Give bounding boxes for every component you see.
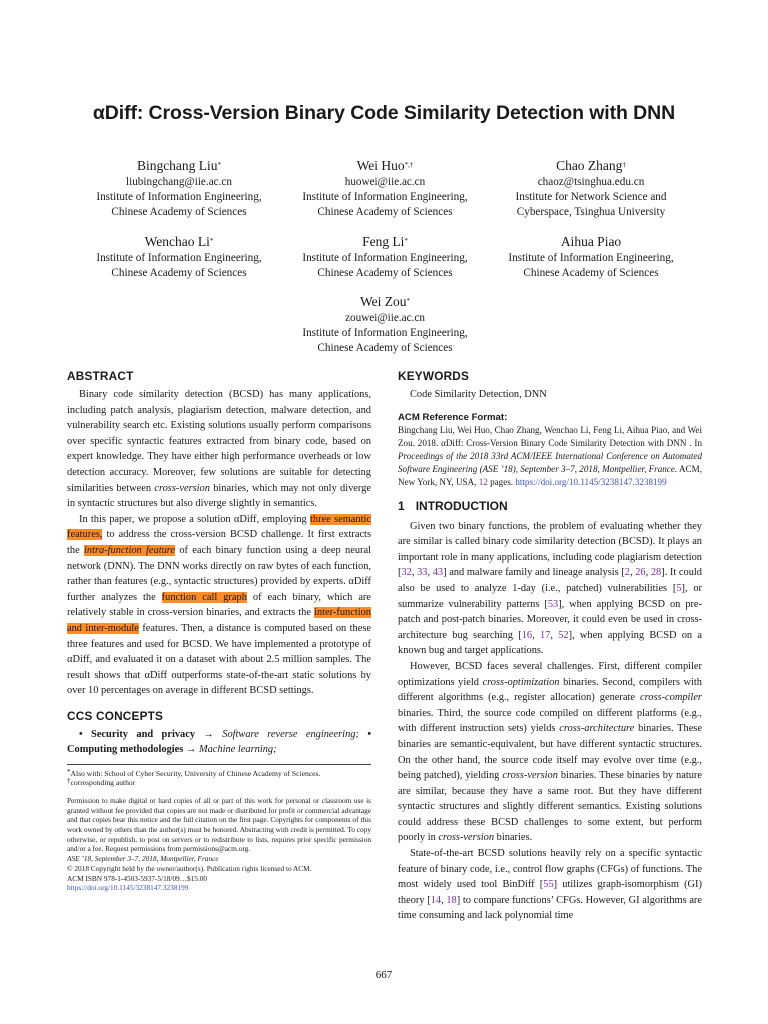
citation[interactable]: 17	[539, 629, 551, 641]
doi-link[interactable]: https://doi.org/10.1145/3238147.3238199	[67, 883, 189, 893]
author-block	[74, 233, 284, 281]
author-affiliation: Institute of Information Engineering,	[302, 191, 468, 203]
author-name: Aihua Piao	[560, 234, 622, 249]
permission-notice: Permission to make digital or hard copies of all or part of this work for personal or classroom use is granted without fee provided that copies are not made or distributed for profit or commercial advantage and that copies bear this notice and the full citation on the first page. Copyrights for components of this work owned by others than the author(s) must be honored. Abstracting with credit is permitted. To copy otherwise, or republish, to post on servers or to redistribute to lists, requires prior specific permission and/or a fee. Request permissions from permissions@acm.org.	[67, 795, 371, 854]
conference-line: ASE ’18, September 3–7, 2018, Montpellier, France	[67, 854, 219, 864]
author-name: Chao Zhang	[556, 158, 623, 173]
citation[interactable]: 28	[650, 567, 662, 579]
author-affiliation: Chinese Academy of Sciences	[317, 206, 453, 218]
abstract-paragraph: Binary code similarity detection (BCSD) has many applications, including patch analysis, plagiarism detection, malware detection, and vulnerability search etc. Existing solutions usually perform comparisons over specific syntactic features extracted from binary code, based on expert knowledge. They have either high performance overheads or low detection accuracy. Moreover, few solutions are suitable for detecting similarities between cross-version binaries, which may not only diverge in syntactic structures but also diverge slightly in semantics.	[67, 389, 371, 510]
author-email: chaoz@tsinghua.edu.cn	[537, 176, 645, 188]
author-affiliation: Institute of Information Engineering,	[508, 252, 674, 264]
section-heading: 1 INTRODUCTION	[398, 498, 508, 513]
author-affiliation: Chinese Academy of Sciences	[317, 267, 453, 279]
author-affiliation: Institute of Information Engineering,	[96, 252, 262, 264]
citation[interactable]: 55	[543, 879, 554, 891]
intro-paragraph: However, BCSD faces several challenges. First, different compiler optimizations yield cross-optimization binaries. Second, compilers with different algorithms (e.g., register allocation) generate cross-compiler binaries. Third, the source code compiled on different platforms (e.g., with different instruction sets) yields cross-architecture binaries. These binaries are semantic-equivalent, but have different syntactic structures. On the other hand, the source code itself may evolve over time (e.g., being patched), yielding cross-version binaries. These binaries by nature are similar, because they have a same root. But they have different syntactic structures and slightly different semantics. Existing solutions could address these BCSD challenges to some extent, but perform poorly in cross-version binaries.	[398, 660, 702, 844]
author-name: Feng Li	[362, 234, 405, 249]
left-column	[67, 369, 371, 893]
intro-paragraph: State-of-the-art BCSD solutions heavily rely on a specific syntactic feature of binary code, i.e., control flow graphs (CFGs) of functions. The most widely used tool BinDiff [55] utilizes graph-isomorphism (GI) theory [14, 18] to compare functions’ CFGs. However, GI algorithms are time consuming and lack polynomial time	[398, 848, 702, 922]
author-affiliation: Chinese Academy of Sciences	[523, 267, 659, 279]
author-block	[486, 233, 696, 281]
footnote: *Also with: School of Cyber Security, University of Chinese Academy of Sciences.	[67, 768, 321, 779]
author-mark: †	[622, 161, 626, 169]
intro-paragraph: Given two binary functions, the problem of evaluating whether they are similar is called binary code similarity detection (BCSD). It plays an important role in many applications, including code plagiarism detection [32, 33, 43] and malware family and lineage analysis [2, 26, 28]. It could also be used to analyze 1-day (i.e., patched) vulnerabilities [5], or summarize vulnerability patterns [53], when applying BCSD on pre-patch and post-patch binaries. Moreover, it could even be used in cross-architecture bug searching [16, 17, 52], when applying BCSD on a known bug and target applications.	[398, 520, 703, 657]
paper-title: αDiff: Cross-Version Binary Code Similarity Detection with DNN	[92, 102, 676, 124]
author-name: Wei Huo	[356, 158, 405, 173]
ccs-concepts: • Security and privacy → Software reverse engineering; • Computing methodologies → Machine learning;	[67, 728, 371, 756]
doi-link[interactable]: https://doi.org/10.1145/3238147.3238199	[515, 476, 667, 487]
citation[interactable]: 5	[676, 582, 682, 594]
author-mark: *	[404, 237, 408, 245]
author-block	[280, 293, 490, 356]
author-affiliation: Cyberspace, Tsinghua University	[516, 206, 666, 218]
footnote-divider	[67, 764, 371, 765]
ccs-heading: CCS CONCEPTS	[67, 708, 164, 723]
highlight: three semantic features,	[67, 513, 371, 541]
author-affiliation: Chinese Academy of Sciences	[111, 206, 247, 218]
keywords-heading: KEYWORDS	[398, 369, 470, 383]
author-email: huowei@iie.ac.cn	[344, 176, 426, 188]
citation[interactable]: 14	[430, 894, 442, 906]
highlight: intra-function feature	[84, 544, 176, 556]
author-mark: *	[217, 161, 222, 169]
citation[interactable]: 32	[401, 567, 412, 579]
citation[interactable]: 16	[521, 629, 533, 641]
citation[interactable]: 53	[547, 598, 559, 610]
author-block	[74, 157, 284, 220]
author-name: Wenchao Li	[144, 234, 210, 249]
copyright-line: © 2018 Copyright held by the owner/author(s). Publication rights licensed to ACM.	[67, 863, 312, 873]
author-mark: *	[406, 297, 411, 305]
author-mark: *,†	[404, 161, 414, 169]
highlight: inter-function and inter-module	[67, 607, 371, 634]
abstract-heading: ABSTRACT	[67, 369, 134, 383]
citation[interactable]: 26	[635, 567, 646, 579]
citation[interactable]: 2	[624, 567, 630, 579]
highlight: function call graph	[161, 591, 247, 603]
acm-reference-heading: ACM Reference Format:	[398, 411, 508, 423]
author-email: zouwei@iie.ac.cn	[345, 312, 425, 324]
page-number: 667	[375, 969, 393, 981]
author-affiliation: Institute for Network Science and	[515, 191, 667, 203]
author-affiliation: Institute of Information Engineering,	[96, 191, 262, 203]
author-name: Wei Zou	[359, 294, 407, 309]
acm-reference: Bingchang Liu, Wei Huo, Chao Zhang, Wenchao Li, Feng Li, Aihua Piao, and Wei Zou. 2018. αDiff: Cross-Version Binary Code Similarity Detection with DNN . In Proceedings of the 2018 33rd ACM/IEEE International Conference on Automated Software Engineering (ASE ’18), September 3–7, 2018, Montpellier, France. ACM, New York, NY, USA, 12 pages. https://doi.org/10.1145/3238147.3238199	[398, 424, 702, 487]
author-name: Bingchang Liu	[136, 158, 218, 173]
abstract-paragraph: In this paper, we propose a solution αDiff, employing three semantic features, to address the cross-version BCSD challenge. It first extracts the intra-function feature of each binary function using a deep neural network (DNN). The DNN works directly on raw bytes of each function, rather than features (e.g., syntactic structures) provided by experts. αDiff further analyzes the function call graph of each binary, which are relatively stable in cross-version binaries, and extracts the inter-function and inter-module features. Then, a distance is computed based on these three features and used for BCSD. We have implemented a prototype of αDiff, and evaluated it on a dataset with about 2.5 million samples. The result shows that αDiff outperforms state-of-the-art static solutions by over 10 percentages on average in different BCSD settings.	[67, 513, 372, 697]
author-block	[280, 233, 490, 281]
author-block	[486, 157, 696, 220]
author-affiliation: Chinese Academy of Sciences	[317, 342, 453, 354]
right-column	[398, 369, 702, 924]
citation[interactable]: 33	[417, 567, 428, 579]
citation[interactable]: 43	[432, 567, 444, 579]
citation[interactable]: 52	[558, 629, 569, 641]
keywords-text: Code Similarity Detection, DNN	[410, 389, 547, 400]
citation[interactable]: 18	[446, 894, 457, 906]
author-email: liubingchang@iie.ac.cn	[126, 176, 232, 188]
author-affiliation: Institute of Information Engineering,	[302, 252, 468, 264]
footnote: †corresponding author	[67, 777, 136, 788]
author-affiliation: Chinese Academy of Sciences	[111, 267, 247, 279]
isbn-line: ACM ISBN 978-1-4503-5937-5/18/09…$15.00	[67, 873, 208, 883]
author-mark: *	[209, 237, 214, 245]
author-affiliation: Institute of Information Engineering,	[302, 327, 468, 339]
author-block	[280, 157, 490, 220]
